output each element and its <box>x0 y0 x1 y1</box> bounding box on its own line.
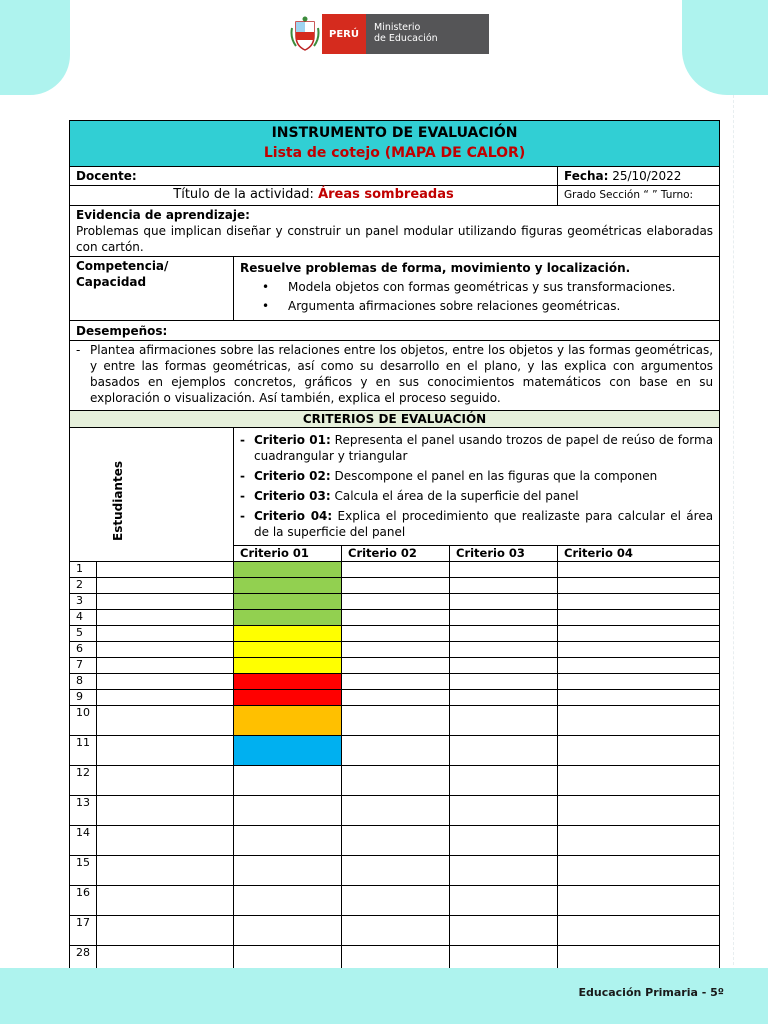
criterio-item: - Criterio 03: Calcula el área de la superficie del panel <box>240 488 713 504</box>
capacidades-list <box>262 278 713 316</box>
student-number: 16 <box>70 886 97 916</box>
criterio-2-cell[interactable] <box>342 706 450 736</box>
student-number: 9 <box>70 690 97 706</box>
student-number: 17 <box>70 916 97 946</box>
criterio-2-cell[interactable] <box>342 796 450 826</box>
criterio-1-cell[interactable] <box>234 796 342 826</box>
criterio-3-cell[interactable] <box>450 796 558 826</box>
student-row <box>70 736 720 766</box>
criterio-3-cell[interactable] <box>450 594 558 610</box>
student-row <box>70 826 720 856</box>
criterio-1-cell[interactable] <box>234 826 342 856</box>
student-number: 10 <box>70 706 97 736</box>
heat-cell[interactable] <box>234 736 342 766</box>
student-name-cell[interactable] <box>97 562 234 578</box>
student-number: 4 <box>70 610 97 626</box>
heat-cell[interactable] <box>234 610 342 626</box>
competencia-label-cell <box>70 257 234 321</box>
criterio-4-cell[interactable] <box>558 626 720 642</box>
criterio-2-cell[interactable] <box>342 736 450 766</box>
docente-cell <box>70 167 558 186</box>
capacidad-item: • Modela objetos con formas geométricas y sus transformaciones. <box>262 278 713 297</box>
activity-cell <box>70 186 558 206</box>
ministry-logo <box>288 14 489 54</box>
student-number: 12 <box>70 766 97 796</box>
criterio-3-cell[interactable] <box>450 736 558 766</box>
student-name-cell[interactable] <box>97 594 234 610</box>
criterio-3-cell[interactable] <box>450 766 558 796</box>
criterio-3-cell[interactable] <box>450 642 558 658</box>
student-name-cell[interactable] <box>97 826 234 856</box>
docente-label: Docente: <box>76 169 137 183</box>
grado-cell: Grado Sección “ ” Turno: <box>558 186 720 206</box>
student-name-cell[interactable] <box>97 856 234 886</box>
heat-cell[interactable] <box>234 626 342 642</box>
student-row <box>70 626 720 642</box>
student-row <box>70 578 720 594</box>
competencia-content-cell <box>234 257 720 321</box>
heat-cell[interactable] <box>234 674 342 690</box>
criterio-3-cell[interactable] <box>450 610 558 626</box>
column-header-criterio-02: Criterio 02 <box>342 546 450 562</box>
student-row <box>70 610 720 626</box>
criterios-description-cell <box>234 428 720 546</box>
criterio-item: - Criterio 02: Descompone el panel en las figuras que la componen <box>240 468 713 484</box>
criterio-4-cell[interactable] <box>558 642 720 658</box>
criterio-3-cell[interactable] <box>450 562 558 578</box>
student-rows <box>70 562 720 976</box>
student-row <box>70 690 720 706</box>
decorative-dashed-line <box>733 95 734 965</box>
evidencia-cell <box>70 206 720 257</box>
criterio-2-cell[interactable] <box>342 642 450 658</box>
criterio-4-cell[interactable] <box>558 766 720 796</box>
student-name-cell[interactable] <box>97 674 234 690</box>
criterio-1-cell[interactable] <box>234 886 342 916</box>
criterio-4-cell[interactable] <box>558 706 720 736</box>
footer-band <box>0 968 768 1024</box>
criterio-3-cell[interactable] <box>450 674 558 690</box>
criterio-2-cell[interactable] <box>342 610 450 626</box>
criterio-1-cell[interactable] <box>234 856 342 886</box>
criterio-item: - Criterio 04: Explica el procedimiento que realizaste para calcular el área de la superficie del panel <box>240 508 713 540</box>
evaluation-instrument <box>69 120 719 976</box>
criterio-2-cell[interactable] <box>342 766 450 796</box>
student-number: 11 <box>70 736 97 766</box>
criterio-4-cell[interactable] <box>558 736 720 766</box>
evidencia-label: Evidencia de aprendizaje: <box>76 208 250 222</box>
criterio-2-cell[interactable] <box>342 578 450 594</box>
criterios-heading: CRITERIOS DE EVALUACIÓN <box>70 411 720 428</box>
student-name-cell[interactable] <box>97 642 234 658</box>
student-number: 1 <box>70 562 97 578</box>
criterio-4-cell[interactable] <box>558 916 720 946</box>
student-name-cell[interactable] <box>97 610 234 626</box>
student-name-cell[interactable] <box>97 690 234 706</box>
criterio-1-cell[interactable] <box>234 766 342 796</box>
decorative-corner-right <box>682 0 768 95</box>
criterio-4-cell[interactable] <box>558 856 720 886</box>
fecha-cell <box>558 167 720 186</box>
column-header-criterio-04: Criterio 04 <box>558 546 720 562</box>
instrument-table <box>69 120 720 976</box>
criterio-2-cell[interactable] <box>342 886 450 916</box>
criterio-4-cell[interactable] <box>558 610 720 626</box>
criterio-4-cell[interactable] <box>558 674 720 690</box>
heat-cell[interactable] <box>234 658 342 674</box>
desempeno-cell <box>70 341 720 411</box>
student-row <box>70 796 720 826</box>
student-row <box>70 706 720 736</box>
student-row <box>70 916 720 946</box>
heat-cell[interactable] <box>234 706 342 736</box>
student-row <box>70 562 720 578</box>
heat-cell[interactable] <box>234 594 342 610</box>
ministry-name: Ministerio de Educación <box>366 14 489 54</box>
criterio-2-cell[interactable] <box>342 626 450 642</box>
footer-level: Educación Primaria - 5º <box>578 986 724 999</box>
column-header-criterio-03: Criterio 03 <box>450 546 558 562</box>
student-number: 7 <box>70 658 97 674</box>
student-row <box>70 766 720 796</box>
competencia-label: Competencia/ <box>76 259 169 273</box>
decorative-corner-left <box>0 0 70 95</box>
student-row <box>70 642 720 658</box>
student-row <box>70 886 720 916</box>
criterio-2-cell[interactable] <box>342 826 450 856</box>
capacidad-item: • Argumenta afirmaciones sobre relaciones geométricas. <box>262 297 713 316</box>
activity-title: Áreas sombreadas <box>318 187 454 202</box>
criterio-4-cell[interactable] <box>558 578 720 594</box>
criterio-1-cell[interactable] <box>234 916 342 946</box>
criterio-4-cell[interactable] <box>558 594 720 610</box>
criterio-item: - Criterio 01: Representa el panel usando trozos de papel de reúso de forma cuadrangular y triangular <box>240 432 713 464</box>
peru-label: PERÚ <box>322 14 366 54</box>
student-name-cell[interactable] <box>97 578 234 594</box>
student-number: 13 <box>70 796 97 826</box>
criterio-3-cell[interactable] <box>450 578 558 594</box>
criterio-3-cell[interactable] <box>450 916 558 946</box>
criterios-list <box>240 432 713 540</box>
criterio-4-cell[interactable] <box>558 690 720 706</box>
student-name-cell[interactable] <box>97 916 234 946</box>
student-name-cell[interactable] <box>97 796 234 826</box>
competencia-title: Resuelve problemas de forma, movimiento y localización. <box>240 261 631 275</box>
criterio-3-cell[interactable] <box>450 826 558 856</box>
estudiantes-label: Estudiantes <box>110 461 125 541</box>
criterio-3-cell[interactable] <box>450 626 558 642</box>
criterio-3-cell[interactable] <box>450 706 558 736</box>
coat-of-arms-icon <box>288 14 322 54</box>
student-number: 2 <box>70 578 97 594</box>
student-row <box>70 658 720 674</box>
criterio-4-cell[interactable] <box>558 562 720 578</box>
criterio-2-cell[interactable] <box>342 562 450 578</box>
fecha-label: Fecha: <box>564 169 609 183</box>
document-subtitle: Lista de cotejo (MAPA DE CALOR) <box>263 145 526 161</box>
activity-label: Título de la actividad: <box>173 187 319 202</box>
criterio-3-cell[interactable] <box>450 690 558 706</box>
criterio-3-cell[interactable] <box>450 886 558 916</box>
desempeno-text: - Plantea afirmaciones sobre las relaciones entre los objetos, entre los objetos y las formas geométricas, y entre las formas geométricas, así como su desarrollo en el plano, y las explica con argumentos basados en ejemplos concretos, gráficos y en sus conocimientos matemáticos con base en su exploración o visualización. Así también, explica el proceso seguido. <box>76 343 714 405</box>
criterio-2-cell[interactable] <box>342 658 450 674</box>
student-name-cell[interactable] <box>97 626 234 642</box>
fecha-value: 25/10/2022 <box>608 169 682 183</box>
student-name-cell[interactable] <box>97 886 234 916</box>
criterio-2-cell[interactable] <box>342 916 450 946</box>
criterio-2-cell[interactable] <box>342 690 450 706</box>
student-name-cell[interactable] <box>97 658 234 674</box>
student-row <box>70 594 720 610</box>
document-title: INSTRUMENTO DE EVALUACIÓN <box>271 125 518 141</box>
student-name-cell[interactable] <box>97 706 234 736</box>
student-number: 28 <box>70 946 97 976</box>
heat-cell[interactable] <box>234 690 342 706</box>
criterio-2-cell[interactable] <box>342 594 450 610</box>
estudiantes-header <box>70 428 234 562</box>
criterio-4-cell[interactable] <box>558 826 720 856</box>
evidencia-text: Problemas que implican diseñar y construir un panel modular utilizando figuras geométricas elaboradas con cartón. <box>76 224 714 254</box>
criterio-3-cell[interactable] <box>450 658 558 674</box>
student-row <box>70 674 720 690</box>
student-name-cell[interactable] <box>97 766 234 796</box>
column-header-criterio-01: Criterio 01 <box>234 546 342 562</box>
heat-cell[interactable] <box>234 578 342 594</box>
student-name-cell[interactable] <box>97 736 234 766</box>
student-number: 3 <box>70 594 97 610</box>
student-number: 6 <box>70 642 97 658</box>
student-number: 5 <box>70 626 97 642</box>
criterio-3-cell[interactable] <box>450 856 558 886</box>
capacidad-label: Capacidad <box>76 275 147 289</box>
criterio-2-cell[interactable] <box>342 674 450 690</box>
desempenos-label: Desempeños: <box>70 321 720 341</box>
heat-cell[interactable] <box>234 562 342 578</box>
heat-cell[interactable] <box>234 642 342 658</box>
criterio-2-cell[interactable] <box>342 856 450 886</box>
student-number: 14 <box>70 826 97 856</box>
criterio-4-cell[interactable] <box>558 658 720 674</box>
criterio-4-cell[interactable] <box>558 886 720 916</box>
student-row <box>70 856 720 886</box>
student-number: 8 <box>70 674 97 690</box>
criterio-4-cell[interactable] <box>558 796 720 826</box>
student-number: 15 <box>70 856 97 886</box>
title-block <box>70 121 720 167</box>
